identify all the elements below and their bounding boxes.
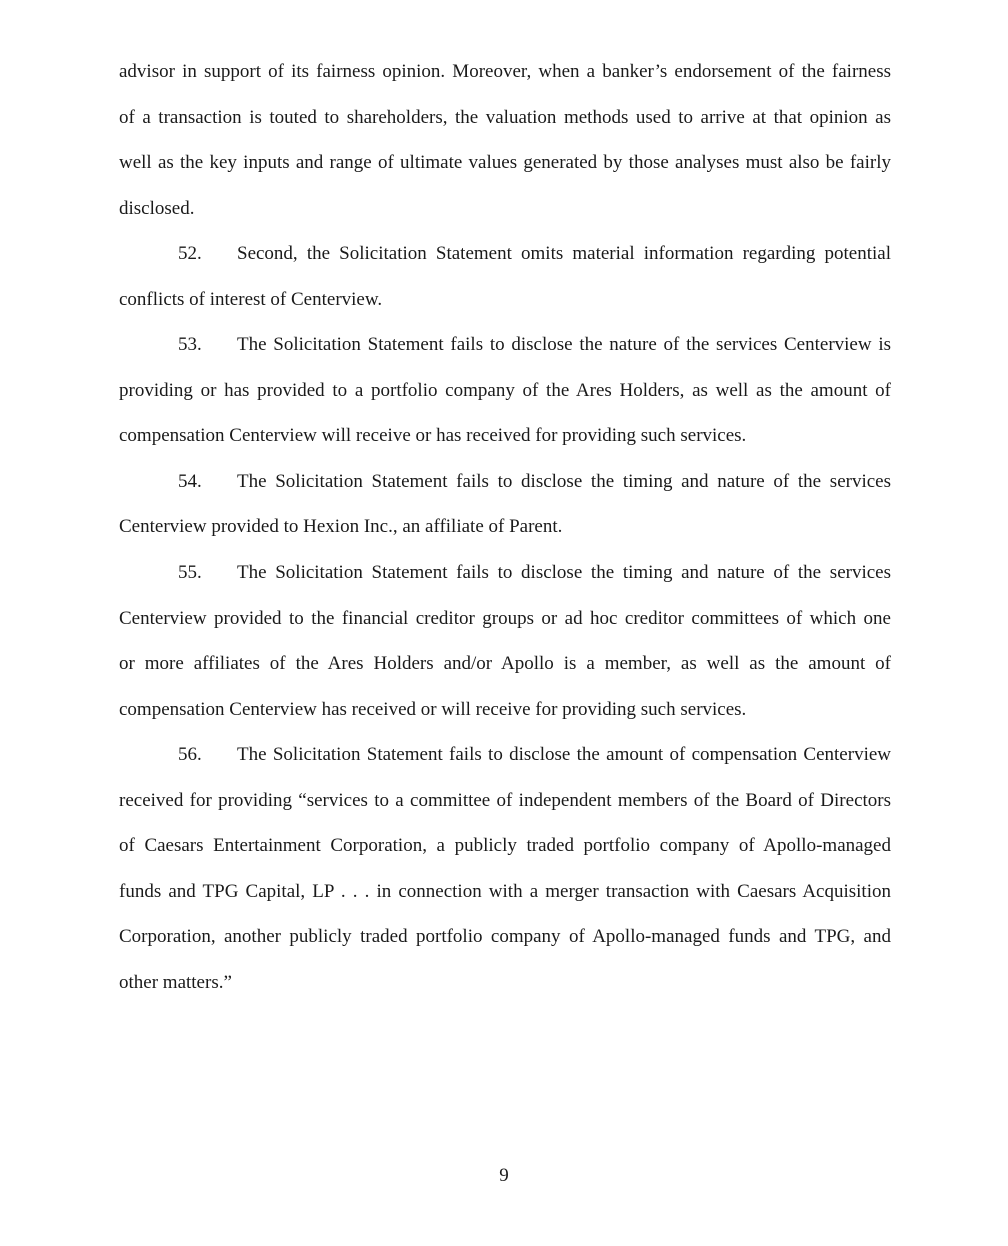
line-text: conflicts of interest of Centerview. bbox=[119, 288, 383, 310]
text-line bbox=[119, 687, 891, 733]
line-text: funds and TPG Capital, LP . . . in connection with a merger transaction with Caesars Acquisition bbox=[119, 880, 891, 902]
text-line bbox=[119, 641, 891, 687]
text-line bbox=[119, 504, 891, 550]
line-text: disclosed. bbox=[119, 197, 195, 219]
line-text: The Solicitation Statement fails to disclose the timing and nature of the services bbox=[237, 562, 891, 584]
text-line bbox=[119, 778, 891, 824]
line-text: Centerview provided to Hexion Inc., an affiliate of Parent. bbox=[119, 516, 563, 538]
text-line bbox=[119, 914, 891, 960]
paragraph-52 bbox=[119, 231, 891, 322]
paragraph-number: 53. bbox=[178, 334, 202, 356]
text-line bbox=[119, 596, 891, 642]
line-text: The Solicitation Statement fails to disclose the timing and nature of the services bbox=[237, 470, 891, 492]
line-text: or more affiliates of the Ares Holders and/or Apollo is a member, as well as the amount of bbox=[119, 653, 891, 675]
text-line bbox=[119, 869, 891, 915]
text-line bbox=[119, 186, 891, 232]
text-line bbox=[119, 459, 891, 505]
line-text: providing or has provided to a portfolio company of the Ares Holders, as well as the amount of bbox=[119, 379, 891, 401]
text-line bbox=[119, 368, 891, 414]
text-line bbox=[119, 322, 891, 368]
paragraph-54 bbox=[119, 459, 891, 550]
text-line bbox=[119, 823, 891, 869]
line-text: other matters.” bbox=[119, 971, 232, 993]
text-line bbox=[119, 277, 891, 323]
paragraph bbox=[119, 49, 891, 231]
text-line bbox=[119, 231, 891, 277]
paragraph-53 bbox=[119, 322, 891, 459]
line-text: Centerview provided to the financial creditor groups or ad hoc creditor committees of which one bbox=[119, 607, 891, 629]
text-line bbox=[119, 960, 891, 1006]
line-text: received for providing “services to a committee of independent members of the Board of Directors bbox=[119, 789, 891, 811]
paragraph-number: 54. bbox=[178, 470, 202, 492]
line-text: advisor in support of its fairness opinion. Moreover, when a banker’s endorsement of the fairness bbox=[119, 61, 891, 82]
page-number: 9 bbox=[499, 1165, 509, 1186]
text-line bbox=[119, 732, 891, 778]
paragraph-56 bbox=[119, 732, 891, 1005]
line-text: of a transaction is touted to shareholders, the valuation methods used to arrive at that opinion as bbox=[119, 106, 891, 128]
text-line bbox=[119, 413, 891, 459]
text-line bbox=[119, 95, 891, 141]
document-body bbox=[119, 49, 891, 1005]
line-text: compensation Centerview will receive or has received for providing such services. bbox=[119, 425, 747, 447]
line-text: The Solicitation Statement fails to disclose the amount of compensation Centerview bbox=[237, 744, 891, 766]
paragraph-number: 55. bbox=[178, 562, 202, 584]
line-text: compensation Centerview has received or will receive for providing such services. bbox=[119, 698, 747, 720]
line-text: Second, the Solicitation Statement omits material information regarding potential bbox=[237, 243, 891, 265]
text-line bbox=[119, 550, 891, 596]
line-text: of Caesars Entertainment Corporation, a publicly traded portfolio company of Apollo-managed bbox=[119, 835, 891, 857]
line-text: well as the key inputs and range of ultimate values generated by those analyses must also be fairly bbox=[119, 152, 891, 174]
line-text: Corporation, another publicly traded portfolio company of Apollo-managed funds and TPG, and bbox=[119, 926, 891, 948]
text-line bbox=[119, 49, 891, 95]
paragraph-number: 52. bbox=[178, 243, 202, 265]
paragraph-number: 56. bbox=[178, 744, 202, 766]
line-text: The Solicitation Statement fails to disclose the nature of the services Centerview is bbox=[237, 334, 891, 356]
paragraph-55 bbox=[119, 550, 891, 732]
text-line bbox=[119, 140, 891, 186]
